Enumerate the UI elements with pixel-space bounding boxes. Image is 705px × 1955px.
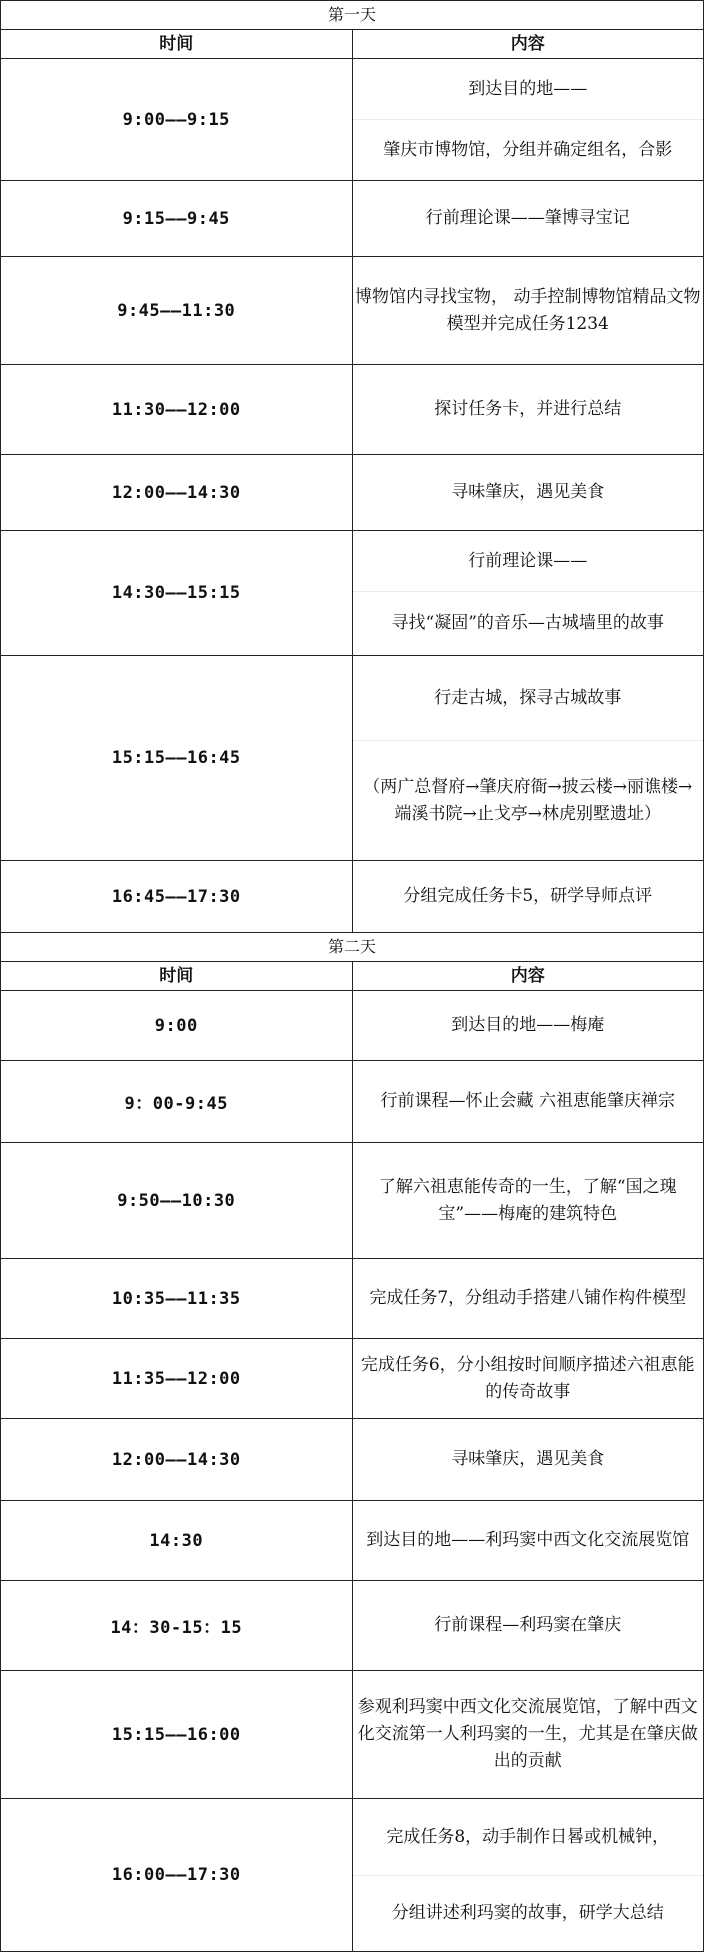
- row-time: 14:30——15:15: [1, 531, 353, 656]
- content-line: 行前理论课——: [468, 550, 588, 571]
- time-column-header: 时间: [1, 962, 353, 991]
- schedule-row: [1, 1419, 704, 1501]
- row-content: [352, 59, 704, 181]
- row-time: 16:45——17:30: [1, 861, 353, 933]
- day-title: 第二天: [1, 933, 704, 962]
- schedule-row: [1, 531, 704, 656]
- row-content: 到达目的地——梅庵: [352, 991, 704, 1061]
- content-line: （两广总督府→肇庆府衙→披云楼→丽谯楼→端溪书院→止戈亭→林虎别墅遗址）: [353, 740, 704, 860]
- schedule-row: [1, 991, 704, 1061]
- content-line: 寻找“凝固”的音乐—古城墙里的故事: [353, 591, 704, 655]
- row-content: 行前课程—利玛窦在肇庆: [352, 1581, 704, 1671]
- content-line: 到达目的地——: [468, 78, 588, 99]
- row-content: 完成任务6，分小组按时间顺序描述六祖恵能的传奇故事: [352, 1339, 704, 1419]
- row-time: 16:00——17:30: [1, 1799, 353, 1952]
- day-title: 第一天: [1, 1, 704, 30]
- schedule-row: [1, 1143, 704, 1259]
- schedule-row: [1, 1799, 704, 1952]
- row-content: [352, 1799, 704, 1952]
- header-row: [1, 30, 704, 59]
- schedule-row: [1, 656, 704, 861]
- row-time: 15:15——16:00: [1, 1671, 353, 1799]
- row-content: 寻味肇庆，遇见美食: [352, 455, 704, 531]
- row-time: 9:00——9:15: [1, 59, 353, 181]
- row-time: 9：00-9:45: [1, 1061, 353, 1143]
- row-content: 行前课程—怀止会藏 六祖恵能肇庆禅宗: [352, 1061, 704, 1143]
- day-title-row: [1, 1, 704, 30]
- schedule-row: [1, 257, 704, 365]
- row-content: [352, 656, 704, 861]
- schedule-row: [1, 455, 704, 531]
- content-column-header: 内容: [352, 30, 704, 59]
- schedule-row: [1, 1339, 704, 1419]
- row-time: 9:50——10:30: [1, 1143, 353, 1259]
- schedule-row: [1, 181, 704, 257]
- content-line: 行走古城，探寻古城故事: [434, 687, 622, 708]
- day-title-row: [1, 933, 704, 962]
- row-content: 博物馆内寻找宝物， 动手控制博物馆精品文物模型并完成任务1234: [352, 257, 704, 365]
- content-line: 完成任务8，动手制作日晷或机械钟，: [386, 1826, 670, 1847]
- schedule-row: [1, 1581, 704, 1671]
- row-content: 探讨任务卡，并进行总结: [352, 365, 704, 455]
- schedule-row: [1, 1061, 704, 1143]
- row-time: 9:00: [1, 991, 353, 1061]
- header-row: [1, 962, 704, 991]
- content-line: 分组讲述利玛窦的故事，研学大总结: [353, 1875, 704, 1951]
- row-time: 12:00——14:30: [1, 455, 353, 531]
- row-time: 11:30——12:00: [1, 365, 353, 455]
- row-time: 15:15——16:45: [1, 656, 353, 861]
- row-content: 了解六祖恵能传奇的一生，了解“国之瑰宝”——梅庵的建筑特色: [352, 1143, 704, 1259]
- schedule-row: [1, 59, 704, 181]
- schedule-row: [1, 861, 704, 933]
- content-line: 肇庆市博物馆，分组并确定组名，合影: [353, 119, 704, 180]
- row-time: 11:35——12:00: [1, 1339, 353, 1419]
- row-content: 寻味肇庆，遇见美食: [352, 1419, 704, 1501]
- row-time: 10:35——11:35: [1, 1259, 353, 1339]
- row-content: 完成任务7，分组动手搭建八铺作构件模型: [352, 1259, 704, 1339]
- time-column-header: 时间: [1, 30, 353, 59]
- row-time: 12:00——14:30: [1, 1419, 353, 1501]
- row-content: [352, 531, 704, 656]
- content-column-header: 内容: [352, 962, 704, 991]
- row-content: 到达目的地——利玛窦中西文化交流展览馆: [352, 1501, 704, 1581]
- schedule-row: [1, 1671, 704, 1799]
- row-time: 14:30: [1, 1501, 353, 1581]
- row-content: 分组完成任务卡5，研学导师点评: [352, 861, 704, 933]
- row-time: 9:45——11:30: [1, 257, 353, 365]
- row-time: 14：30-15：15: [1, 1581, 353, 1671]
- row-content: 行前理论课——肇博寻宝记: [352, 181, 704, 257]
- schedule-row: [1, 1501, 704, 1581]
- row-time: 9:15——9:45: [1, 181, 353, 257]
- schedule-row: [1, 1259, 704, 1339]
- schedule-row: [1, 365, 704, 455]
- row-content: 参观利玛窦中西文化交流展览馆，了解中西文化交流第一人利玛窦的一生，尤其是在肇庆做出的贡献: [352, 1671, 704, 1799]
